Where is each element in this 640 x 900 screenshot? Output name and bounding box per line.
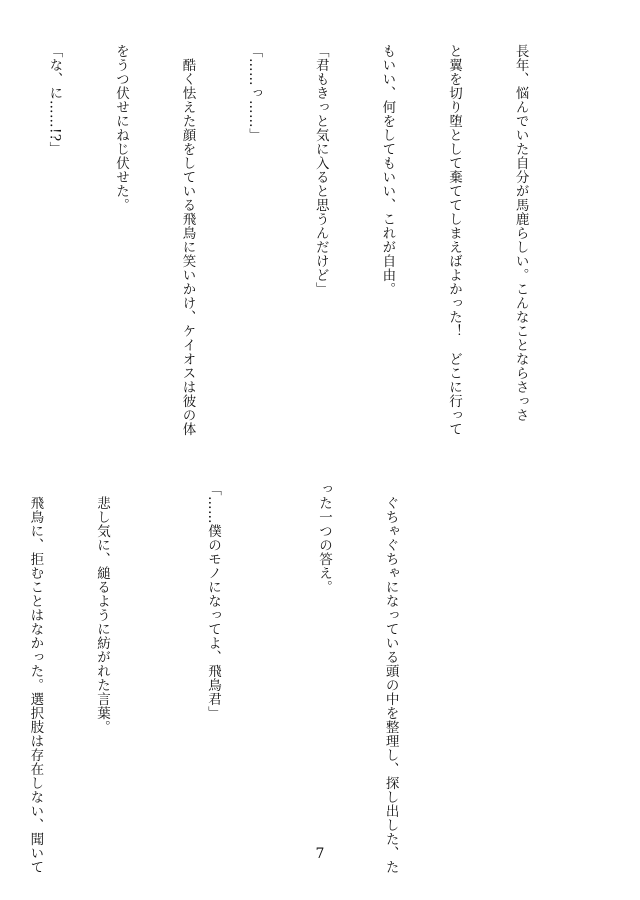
upper-text-block	[0, 44, 576, 436]
text-line: 「な、に……!?」	[46, 44, 63, 156]
text-line: 悲し気に、縋るように紡がれた言葉。	[93, 482, 110, 734]
text-line: ぐちゃぐちゃになっている頭の中を整理し、探し出した、た	[382, 482, 399, 874]
page-number: 7	[315, 846, 325, 862]
text-line: った一つの答え。	[315, 482, 332, 594]
text-line: もいい、何をしてもいい、これが自由。	[379, 44, 396, 296]
text-line: をうつ伏せにねじ伏せた。	[112, 44, 129, 212]
text-line: 長年、悩んでいた自分が馬鹿らしい。こんなことならさっさ	[512, 44, 529, 422]
text-line: 「……っ……」	[246, 44, 263, 142]
text-line: 「君もきっと気に入ると思うんだけど」	[312, 44, 329, 296]
text-line: 酷く怯えた顔をしている飛鳥に笑いかけ、ケイオスは彼の体	[179, 44, 196, 436]
text-line: と翼を切り堕として棄ててしまえばよかった！ どこに行って	[445, 44, 462, 436]
text-line: 飛鳥に、拒むことはなかった。選択肢は存在しない、聞いて	[27, 482, 44, 874]
lower-text-block	[0, 482, 446, 874]
text-line: 「……僕のモノになってよ、飛鳥君」	[204, 482, 221, 720]
